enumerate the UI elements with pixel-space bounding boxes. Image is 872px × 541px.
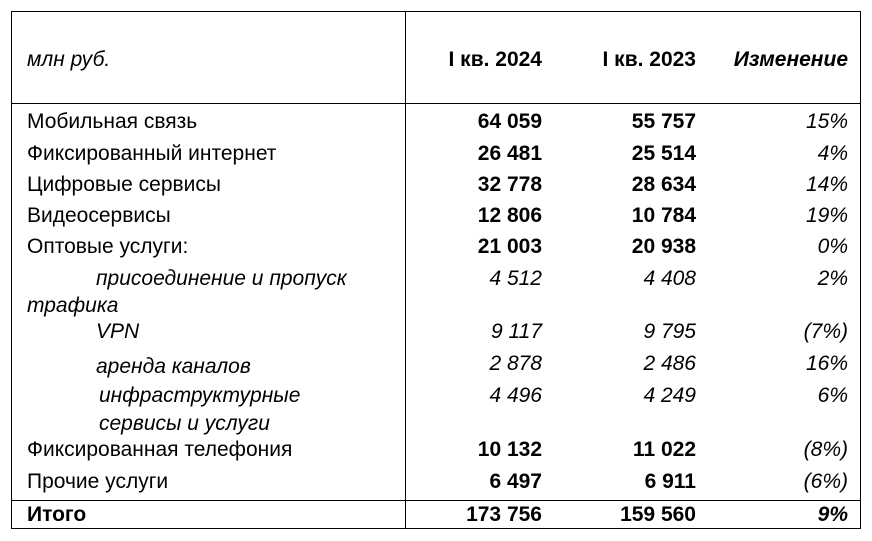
value-2023: 25 514 [631, 142, 696, 165]
column-header-2024: I кв. 2024 [448, 48, 542, 71]
value-2024: 4 512 [489, 267, 542, 290]
column-header-2023: I кв. 2023 [602, 48, 696, 71]
row-label: аренда каналов [96, 355, 251, 378]
row-label: присоединение и пропуск [96, 267, 347, 290]
total-value-2023: 159 560 [620, 503, 696, 526]
change-value: 4% [817, 142, 848, 165]
row-label: инфраструктурные [99, 384, 301, 407]
row-label: Прочие услуги [27, 470, 169, 493]
total-change-value: 9% [817, 503, 848, 526]
value-2024: 2 878 [489, 352, 542, 375]
column-header-change: Изменение [733, 48, 848, 71]
header-divider [12, 103, 860, 104]
change-value: 14% [805, 173, 848, 196]
value-2024: 10 132 [477, 438, 542, 461]
change-value: 0% [817, 235, 848, 258]
change-value: (7%) [803, 320, 848, 343]
value-2024: 12 806 [477, 204, 542, 227]
total-label: Итого [27, 503, 87, 526]
value-2023: 20 938 [631, 235, 696, 258]
value-2024: 32 778 [477, 173, 542, 196]
row-label: VPN [96, 320, 140, 343]
value-2023: 4 408 [643, 267, 696, 290]
value-2024: 6 497 [489, 470, 542, 493]
change-value: 2% [817, 267, 848, 290]
change-value: (8%) [803, 438, 848, 461]
value-2024: 4 496 [489, 384, 542, 407]
row-label-continuation: трафика [27, 294, 119, 317]
change-value: (6%) [803, 470, 848, 493]
total-divider [12, 500, 860, 501]
column-divider [405, 12, 406, 528]
row-label: Видеосервисы [27, 204, 171, 227]
row-label: Цифровые сервисы [27, 173, 222, 196]
value-2023: 6 911 [644, 470, 696, 493]
total-value-2024: 173 756 [466, 503, 542, 526]
unit-label: млн руб. [27, 48, 111, 71]
value-2023: 28 634 [631, 173, 696, 196]
value-2024: 64 059 [477, 110, 542, 133]
row-label: Мобильная связь [27, 110, 198, 133]
value-2023: 4 249 [643, 384, 696, 407]
row-label-continuation: сервисы и услуги [99, 412, 270, 435]
change-value: 15% [805, 110, 848, 133]
change-value: 19% [805, 204, 848, 227]
value-2023: 11 022 [632, 438, 696, 461]
row-label: Фиксированная телефония [27, 438, 293, 461]
row-label: Оптовые услуги: [27, 235, 189, 258]
change-value: 16% [805, 352, 848, 375]
value-2023: 9 795 [643, 320, 696, 343]
value-2023: 55 757 [631, 110, 696, 133]
revenue-table [11, 11, 861, 529]
value-2024: 26 481 [477, 142, 542, 165]
value-2024: 9 117 [491, 320, 542, 343]
value-2023: 10 784 [631, 204, 696, 227]
row-label: Фиксированный интернет [27, 142, 277, 165]
value-2024: 21 003 [477, 235, 542, 258]
change-value: 6% [817, 384, 848, 407]
value-2023: 2 486 [643, 352, 696, 375]
